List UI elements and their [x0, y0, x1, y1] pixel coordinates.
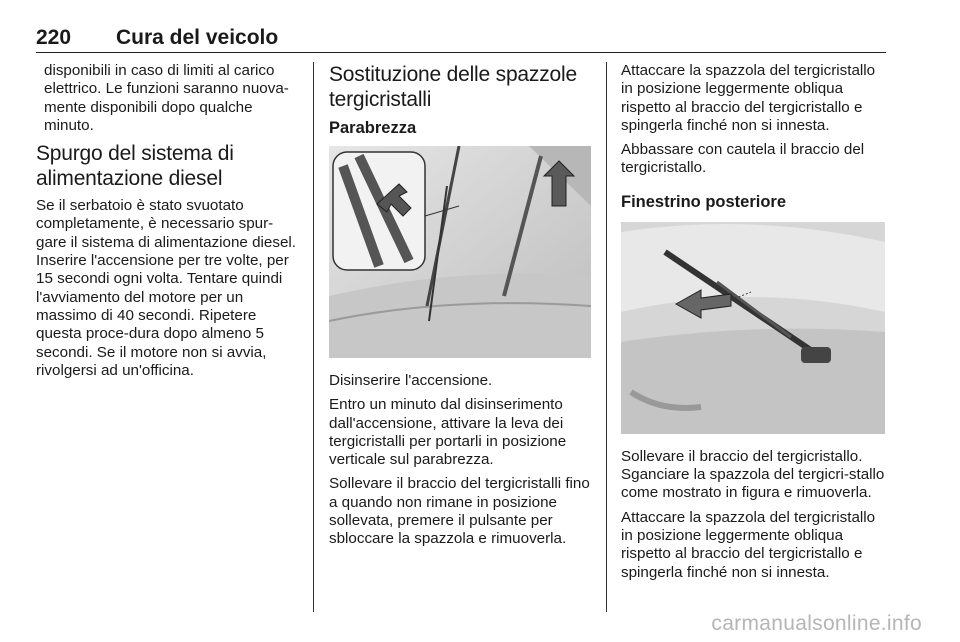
windscreen-paragraph-2: Entro un minuto dal disinserimento dall'accensione, attivare la leva dei tergicristalli per portarli in posizione verticale sul parabrezza. [329, 396, 567, 469]
section-heading-diesel-purge: Spurgo del sistema di alimentazione diesel [36, 142, 234, 191]
diesel-purge-paragraph: Se il serbatoio è stato svuotato completamente, è necessario spur-gare il sistema di alimentazione diesel. Inserire l'accensione per tre volte, per 15 secondi ogni volta. Tentare quindi l'avviamento del motore per un massimo di 40 secondi. Ripetere questa proce-dura dopo almeno 5 secondi. Se il motore non si avvia, rivolgersi ad un'officina. [36, 197, 297, 379]
windscreen-paragraph-3: Sollevare il braccio del tergicristalli fino a quando non rimane in posizione sollevata, premere il pulsante per sbloccare la spazzola e rimuoverla. [329, 475, 590, 548]
intro-paragraph: disponibili in caso di limiti al carico elettrico. Le funzioni saranno nuova-mente disponibili dopo qualche minuto. [44, 62, 289, 134]
windscreen-paragraph-1: Disinserire l'accensione. [329, 372, 493, 389]
column-1 [36, 62, 298, 386]
page-number: 220 [36, 26, 72, 49]
column-divider-2 [606, 62, 607, 612]
rear-wiper-figure [621, 222, 885, 434]
subheading-rear-window: Finestrino posteriore [621, 192, 787, 211]
windscreen-wiper-figure [329, 146, 591, 358]
subheading-windscreen: Parabrezza [329, 119, 417, 137]
watermark: carmanualsonline.info [711, 612, 922, 635]
lower-arm-paragraph: Abbassare con cautela il braccio del tergicristallo. [621, 141, 865, 177]
attach-blade-paragraph: Attaccare la spazzola del tergicristallo in posizione leggermente obliqua rispetto al braccio del tergicristallo e spingerla finché non si innesta. [621, 62, 876, 134]
section-heading-wiper-replacement: Sostituzione delle spazzole tergicristalli [329, 63, 577, 111]
column-divider-1 [313, 62, 314, 612]
page-header [36, 24, 886, 53]
rear-attach-paragraph: Attaccare la spazzola del tergicristallo in posizione leggermente obliqua rispetto al braccio del tergicristallo e spingerla finché non si innesta. [621, 508, 876, 581]
column-2 [329, 62, 591, 555]
column-3 [621, 62, 887, 588]
running-title: Cura del veicolo [116, 26, 279, 49]
rear-remove-paragraph: Sollevare il braccio del tergicristallo. Sganciare la spazzola del tergicri-stallo come mostrato in figura e rimuoverla. [621, 447, 885, 502]
